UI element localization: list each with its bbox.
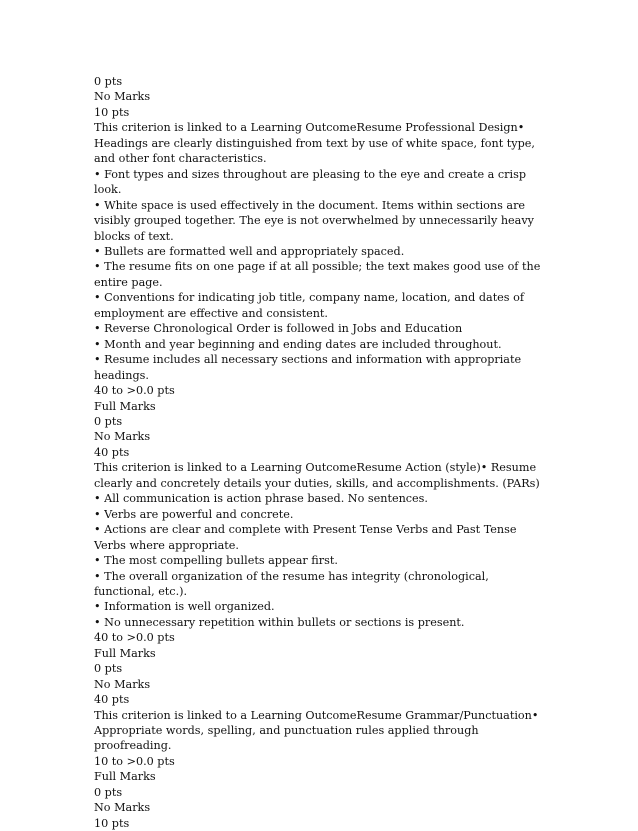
text-line: Full Marks	[94, 646, 156, 660]
bullet-line: • Bullets are formatted well and appropriately spaced.	[94, 244, 405, 258]
text-line: No Marks	[94, 90, 151, 104]
bullet-line: • No unnecessary repetition within bullets or sections is present.	[94, 615, 465, 629]
text-line: 40 pts	[94, 445, 130, 459]
text-line: 40 pts	[94, 693, 130, 707]
text-line: 40 to >0.0 pts	[94, 384, 175, 398]
bullet-line: • The overall organization of the resume has integrity (chronological, functional, etc.).	[94, 569, 489, 598]
bullet-line: • The most compelling bullets appear first.	[94, 554, 338, 568]
text-line: 10 pts	[94, 816, 130, 830]
bullet-line: • All communication is action phrase based. No sentences.	[94, 492, 428, 506]
text-line: 0 pts	[94, 414, 123, 428]
bullet-line: • Reverse Chronological Order is followed in Jobs and Education	[94, 322, 463, 336]
text-line: Full Marks	[94, 399, 156, 413]
bullet-line: • Information is well organized.	[94, 600, 275, 614]
text-line: 0 pts	[94, 75, 123, 88]
criterion-description: This criterion is linked to a Learning OutcomeResume Professional Design• Headings are clearly distinguished from text by use of white space, font type, and other font characteristics.	[94, 121, 535, 166]
text-line: 0 pts	[94, 662, 123, 676]
text-line: 0 pts	[94, 785, 123, 799]
bullet-line: • White space is used effectively in the document. Items within sections are visibly grouped together. The eye is not overwhelmed by unnecessarily heavy blocks of text.	[94, 198, 534, 243]
text-line: 10 pts	[94, 105, 130, 119]
criterion-description: This criterion is linked to a Learning OutcomeResume Action (style)• Resume clearly and concretely details your duties, skills, and accomplishments. (PARs)	[94, 461, 540, 490]
bullet-line: • Verbs are powerful and concrete.	[94, 507, 294, 521]
text-line: No Marks	[94, 801, 151, 815]
bullet-line: • Month and year beginning and ending dates are included throughout.	[94, 337, 502, 351]
bullet-line: • Resume includes all necessary sections and information with appropriate headings.	[94, 353, 522, 382]
text-line: No Marks	[94, 677, 151, 691]
bullet-line: • Font types and sizes throughout are pleasing to the eye and create a crisp look.	[94, 167, 527, 197]
text-line: No Marks	[94, 430, 151, 444]
bullet-line: • The resume fits on one page if at all possible; the text makes good use of the entire page.	[94, 260, 541, 289]
text-line: 10 to >0.0 pts	[94, 754, 175, 768]
criterion-description: This criterion is linked to a Learning OutcomeResume Grammar/Punctuation• Appropriate words, spelling, and punctuation rules applied through proofreading.	[94, 708, 539, 753]
text-line: Full Marks	[94, 770, 156, 784]
bullet-line: • Conventions for indicating job title, company name, location, and dates of employment are effective and consistent.	[94, 291, 524, 320]
text-line: 40 to >0.0 pts	[94, 631, 175, 645]
document-page	[94, 74, 546, 831]
bullet-line: • Actions are clear and complete with Present Tense Verbs and Past Tense Verbs where appropriate.	[94, 523, 517, 552]
